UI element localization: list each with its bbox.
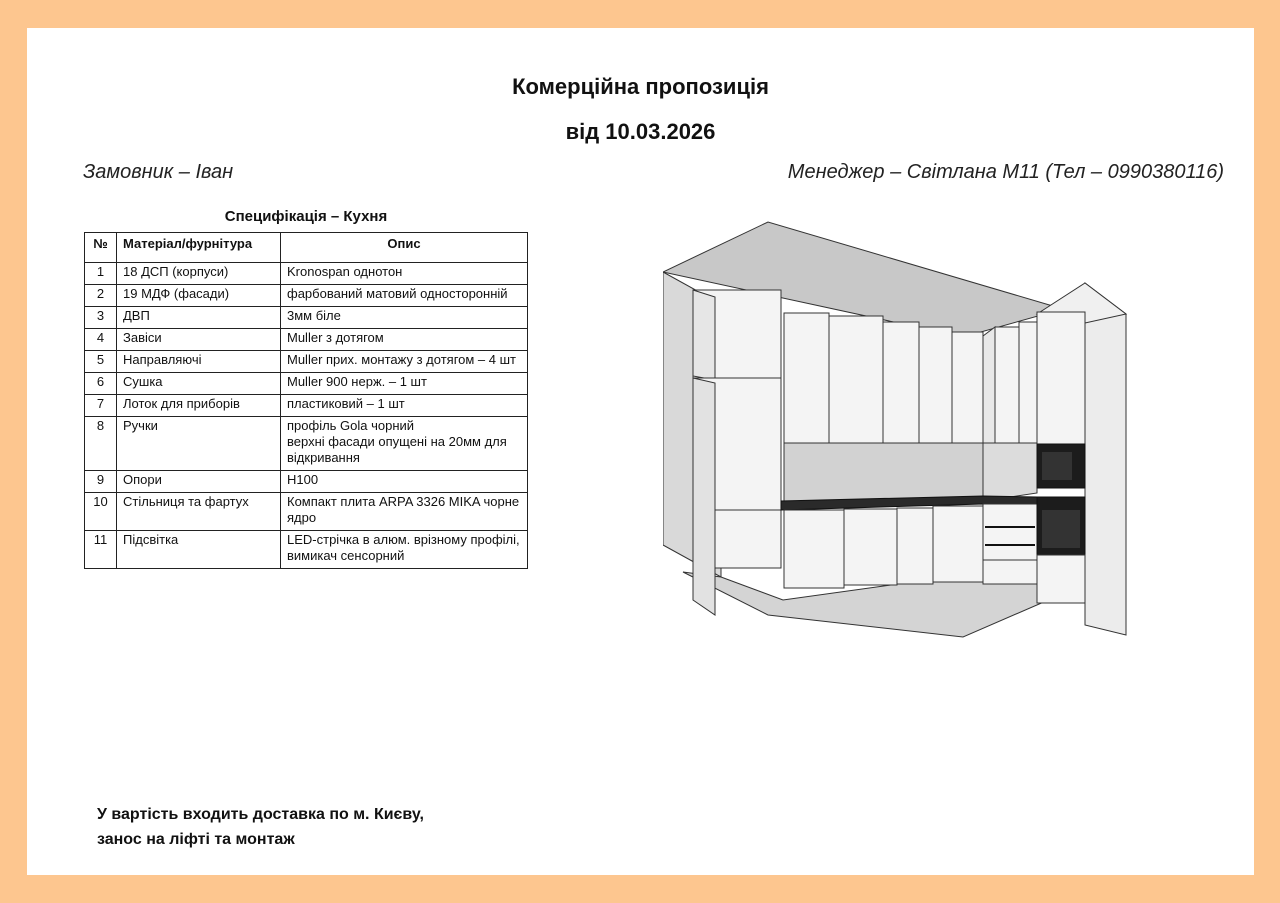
table-row <box>85 395 528 417</box>
table-row <box>85 471 528 493</box>
tall-column-bottom <box>1037 555 1085 603</box>
kitchen-render-illustration <box>663 220 1133 640</box>
cell-num: 6 <box>85 373 117 395</box>
cell-num: 5 <box>85 351 117 373</box>
cell-material: Сушка <box>117 373 281 395</box>
delivery-note-line1: У вартість входить доставка по м. Києву, <box>97 806 424 823</box>
cell-material: 18 ДСП (корпуси) <box>117 263 281 285</box>
cell-description: 3мм біле <box>281 307 528 329</box>
table-row <box>85 285 528 307</box>
page-title: Комерційна пропозиція <box>512 74 769 99</box>
lower-cabinet <box>784 510 844 588</box>
table-row <box>85 329 528 351</box>
right-wall-panel <box>1085 283 1126 635</box>
cell-material: Лоток для приборів <box>117 395 281 417</box>
table-row <box>85 307 528 329</box>
cell-description: Muller з дотягом <box>281 329 528 351</box>
cell-num: 1 <box>85 263 117 285</box>
cell-material: Ручки <box>117 417 281 471</box>
upper-cabinet <box>829 316 883 443</box>
proposal-date: від 10.03.2026 <box>565 119 716 144</box>
cell-material: Підсвітка <box>117 531 281 569</box>
cell-description: Muller прих. монтажу з дотягом – 4 шт <box>281 351 528 373</box>
cell-material: Опори <box>117 471 281 493</box>
table-row <box>85 351 528 373</box>
spec-title: Специфікація – Кухня <box>224 208 388 225</box>
cell-num: 3 <box>85 307 117 329</box>
spec-table <box>84 232 528 569</box>
delivery-note <box>97 802 424 852</box>
table-row <box>85 417 528 471</box>
spec-header-row <box>85 233 528 263</box>
cell-description: LED-стрічка в алюм. врізному профілі, вимикач сенсорний <box>281 531 528 569</box>
customer-name: Замовник – Іван <box>83 161 234 183</box>
backsplash <box>784 443 983 501</box>
table-row <box>85 531 528 569</box>
lower-cabinet <box>933 506 983 582</box>
upper-cabinet <box>784 313 829 443</box>
cell-material: Завіси <box>117 329 281 351</box>
tall-column-top <box>1037 312 1085 444</box>
proposal-sheet <box>27 28 1254 875</box>
lower-cabinet <box>897 508 933 584</box>
cell-description: Muller 900 нерж. – 1 шт <box>281 373 528 395</box>
cell-num: 8 <box>85 417 117 471</box>
cell-num: 11 <box>85 531 117 569</box>
left-column-side-up <box>693 290 715 380</box>
cell-num: 10 <box>85 493 117 531</box>
cell-material: 19 МДФ (фасади) <box>117 285 281 307</box>
table-row <box>85 263 528 285</box>
cell-description: фарбований матовий односторонній <box>281 285 528 307</box>
upper-cabinet <box>1019 322 1037 443</box>
cell-material: ДВП <box>117 307 281 329</box>
fridge-side <box>693 378 715 615</box>
col-header-material: Матеріал/фурнітура <box>117 233 281 263</box>
upper-cabinet <box>919 327 952 443</box>
cell-num: 4 <box>85 329 117 351</box>
upper-cabinet <box>883 322 919 443</box>
cell-description: пластиковий – 1 шт <box>281 395 528 417</box>
cell-num: 2 <box>85 285 117 307</box>
cell-description: Kronospan однотон <box>281 263 528 285</box>
cell-material: Направляючі <box>117 351 281 373</box>
cell-material: Стільниця та фартух <box>117 493 281 531</box>
backsplash-side <box>983 443 1037 501</box>
lower-cabinet <box>844 509 897 585</box>
cell-num: 9 <box>85 471 117 493</box>
delivery-note-line2: занос на ліфті та монтаж <box>97 831 295 848</box>
table-row <box>85 373 528 395</box>
cell-description: профіль Gola чорний верхні фасади опущені на 20мм для відкривання <box>281 417 528 471</box>
col-header-num: № <box>85 233 117 263</box>
corner-upper <box>983 327 995 443</box>
table-row <box>85 493 528 531</box>
manager-contact: Менеджер – Світлана М11 (Тел – 0990380116) <box>787 161 1224 183</box>
cell-description: Компакт плита ARPA 3326 MIKA чорне ядро <box>281 493 528 531</box>
cell-description: Н100 <box>281 471 528 493</box>
upper-cabinet <box>952 332 983 443</box>
upper-cabinet <box>995 327 1019 443</box>
cell-num: 7 <box>85 395 117 417</box>
col-header-description: Опис <box>281 233 528 263</box>
